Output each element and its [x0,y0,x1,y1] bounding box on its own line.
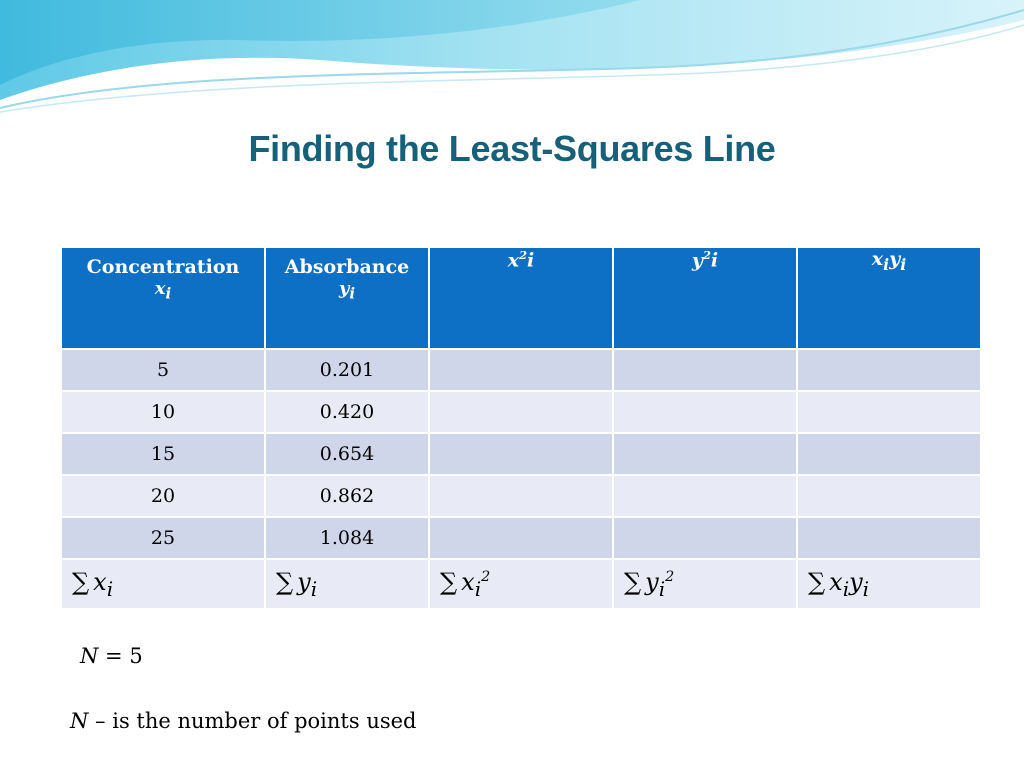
cell-xy-product [797,517,981,559]
cell-concentration: 25 [61,517,265,559]
cell-x-squared [429,391,613,433]
header-concentration: Concentration $x_i$ [61,247,265,349]
header-absorbance: Absorbance $y_i$ [265,247,429,349]
table-row [61,349,981,391]
cell-concentration: 15 [61,433,265,475]
sum-y-squared: ∑ $y_i^2$ [613,559,797,609]
cell-absorbance: 0.201 [265,349,429,391]
least-squares-table [60,246,982,610]
slide-title: Finding the Least-Squares Line [248,128,776,169]
sum-y: ∑ $y_i$ [265,559,429,609]
sum-row [61,559,981,609]
sum-x: ∑ $x_i$ [61,559,265,609]
cell-absorbance: 0.654 [265,433,429,475]
header-x-squared: $x^2i$ [429,247,613,349]
cell-absorbance: 0.862 [265,475,429,517]
cell-x-squared [429,349,613,391]
cell-y-squared [613,391,797,433]
cell-y-squared [613,349,797,391]
table-row [61,517,981,559]
header-xy-product: $x_iy_i$ [797,247,981,349]
n-description-note: N – is the number of points used [70,709,417,733]
sum-xy-product: ∑ $x_iy_i$ [797,559,981,609]
cell-xy-product [797,475,981,517]
cell-x-squared [429,517,613,559]
cell-absorbance: 1.084 [265,517,429,559]
cell-xy-product [797,349,981,391]
table-row [61,391,981,433]
n-value-note: N = 5 [80,644,143,668]
cell-x-squared [429,475,613,517]
cell-concentration: 5 [61,349,265,391]
table-row [61,475,981,517]
cell-concentration: 20 [61,475,265,517]
cell-absorbance: 0.420 [265,391,429,433]
header-y-squared: $y^2i$ [613,247,797,349]
cell-xy-product [797,433,981,475]
cell-concentration: 10 [61,391,265,433]
table-header-row [61,247,981,349]
cell-y-squared [613,433,797,475]
cell-y-squared [613,517,797,559]
table-row [61,433,981,475]
sum-x-squared: ∑ $x_i^2$ [429,559,613,609]
cell-x-squared [429,433,613,475]
cell-xy-product [797,391,981,433]
decorative-wave-banner [0,0,1024,120]
cell-y-squared [613,475,797,517]
